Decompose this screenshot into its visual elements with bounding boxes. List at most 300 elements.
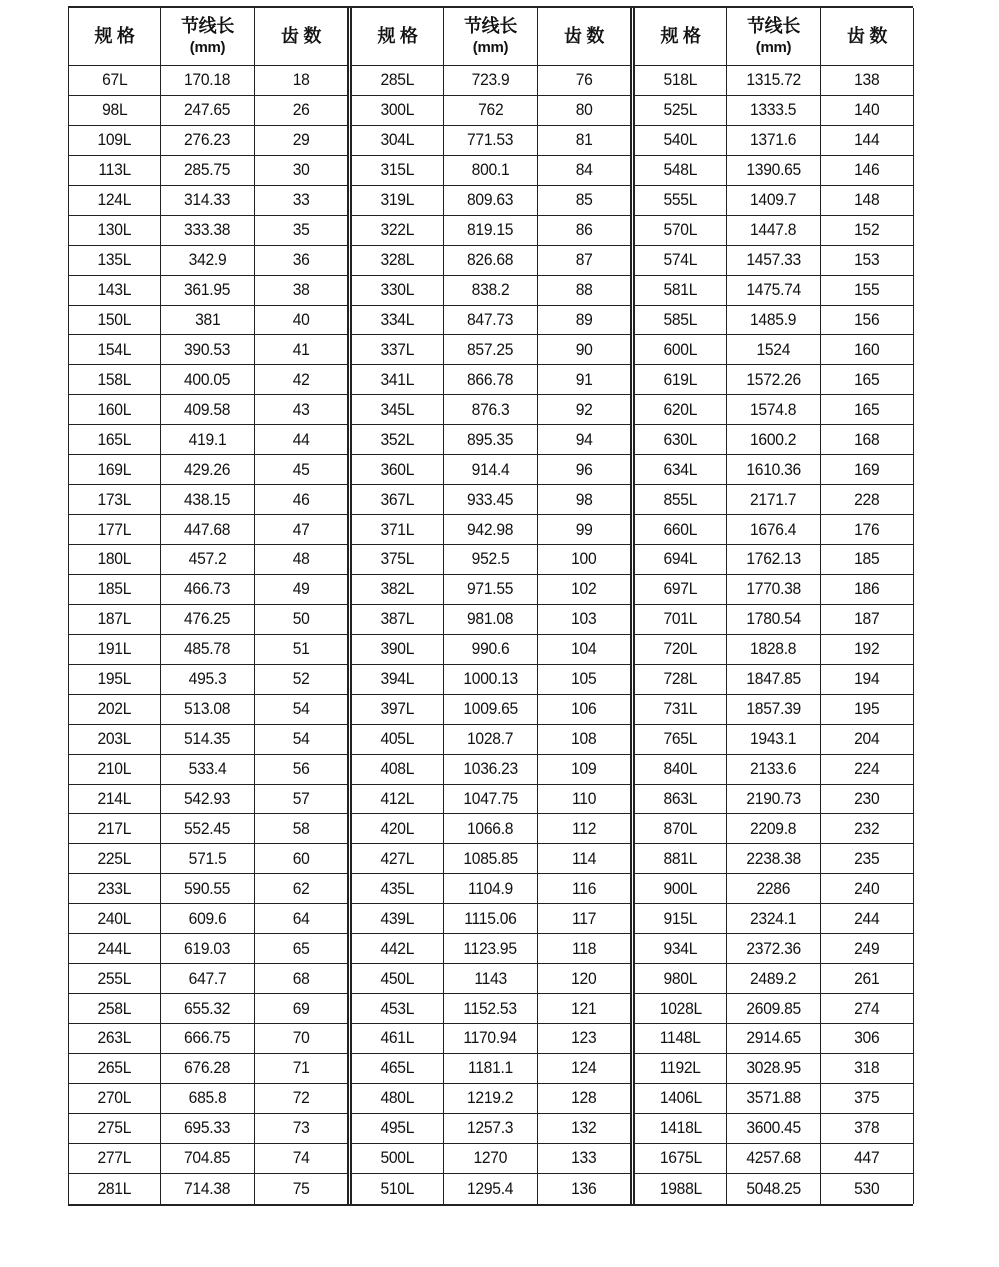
cell-pitch-length-value: 2238.38 (746, 848, 801, 868)
cell-spec-value: 855L (663, 489, 698, 509)
cell-teeth-value: 72 (292, 1088, 310, 1108)
cell-pitch-length (444, 844, 538, 873)
cell-teeth (255, 1174, 347, 1204)
cell-pitch-length (161, 994, 255, 1023)
cell-pitch-length (444, 455, 538, 484)
cell-pitch-length-value: 2209.8 (750, 818, 797, 838)
cell-pitch-length-value: 666.75 (184, 1028, 231, 1048)
cell-spec (635, 785, 727, 814)
cell-teeth (255, 66, 347, 95)
cell-teeth-value: 124 (571, 1058, 597, 1078)
cell-pitch-length (727, 306, 821, 335)
cell-teeth (821, 126, 913, 155)
cell-spec (352, 365, 444, 394)
cell-spec-value: 328L (380, 250, 415, 270)
table-row (635, 365, 913, 395)
header-pitch-length-label: 节线长 (746, 15, 801, 36)
cell-spec-value: 165L (97, 429, 132, 449)
cell-spec-value: 285L (380, 70, 415, 90)
table-row (69, 1024, 347, 1054)
cell-pitch-length-value: 2286 (756, 878, 791, 898)
cell-teeth (821, 1144, 913, 1173)
cell-teeth-value: 530 (854, 1178, 880, 1198)
cell-pitch-length (161, 575, 255, 604)
cell-pitch-length-value: 655.32 (184, 998, 231, 1018)
cell-teeth (255, 635, 347, 664)
cell-pitch-length-value: 2372.36 (746, 938, 801, 958)
cell-spec (352, 725, 444, 754)
cell-spec (69, 216, 161, 245)
cell-spec (635, 665, 727, 694)
table-row (69, 1084, 347, 1114)
cell-teeth (538, 1084, 630, 1113)
cell-spec-value: 620L (663, 399, 698, 419)
table-row (69, 276, 347, 306)
cell-teeth-value: 110 (571, 788, 597, 808)
cell-pitch-length-value: 1780.54 (746, 609, 801, 629)
cell-pitch-length-value: 429.26 (184, 459, 231, 479)
cell-spec-value: 281L (97, 1178, 132, 1198)
cell-spec-value: 352L (380, 429, 415, 449)
cell-spec (69, 276, 161, 305)
cell-pitch-length-value: 826.68 (467, 250, 514, 270)
cell-teeth-value: 318 (854, 1058, 880, 1078)
cell-spec-value: 1192L (660, 1058, 701, 1078)
cell-spec (352, 395, 444, 424)
table-row (635, 216, 913, 246)
cell-spec (635, 755, 727, 784)
table-row (635, 455, 913, 485)
cell-spec-value: 217L (97, 818, 132, 838)
cell-teeth (538, 785, 630, 814)
cell-spec (69, 785, 161, 814)
cell-spec (635, 186, 727, 215)
table-row (635, 395, 913, 425)
table-row (635, 66, 913, 96)
cell-pitch-length (161, 1054, 255, 1083)
cell-pitch-length-value: 419.1 (188, 429, 227, 449)
cell-pitch-length-value: 704.85 (184, 1148, 231, 1168)
cell-spec (352, 186, 444, 215)
cell-spec-value: 412L (380, 788, 415, 808)
cell-teeth-value: 57 (292, 788, 310, 808)
header-row (352, 8, 630, 66)
cell-spec-value: 442L (380, 938, 415, 958)
cell-teeth (821, 964, 913, 993)
cell-pitch-length-value: 1475.74 (746, 280, 801, 300)
table-row (69, 306, 347, 336)
cell-pitch-length (727, 335, 821, 364)
cell-pitch-length (161, 276, 255, 305)
cell-pitch-length-value: 1315.72 (746, 70, 801, 90)
cell-pitch-length-value: 1000.13 (463, 669, 518, 689)
cell-pitch-length-value: 1676.4 (750, 519, 797, 539)
table-row (352, 216, 630, 246)
cell-pitch-length (444, 335, 538, 364)
cell-pitch-length-value: 1181.1 (467, 1058, 514, 1078)
table-row (352, 575, 630, 605)
cell-pitch-length-value: 1610.36 (746, 459, 801, 479)
cell-teeth-value: 86 (575, 220, 593, 240)
cell-teeth-value: 65 (292, 938, 310, 958)
cell-teeth-value: 118 (571, 938, 597, 958)
cell-teeth-value: 62 (292, 878, 310, 898)
cell-spec (635, 425, 727, 454)
cell-teeth (821, 246, 913, 275)
cell-spec-value: 371L (380, 519, 415, 539)
table-row (69, 216, 347, 246)
cell-spec-value: 480L (380, 1088, 415, 1108)
cell-spec (69, 455, 161, 484)
header-row (635, 8, 913, 66)
cell-teeth-value: 43 (292, 399, 310, 419)
cell-spec-value: 600L (663, 339, 698, 359)
cell-teeth (538, 1114, 630, 1143)
cell-pitch-length (727, 725, 821, 754)
cell-teeth (255, 365, 347, 394)
cell-spec (635, 395, 727, 424)
cell-pitch-length-value: 1847.85 (746, 669, 801, 689)
table-row (352, 1054, 630, 1084)
cell-teeth (821, 66, 913, 95)
header-teeth: 齿 数 (280, 26, 322, 46)
cell-teeth-value: 106 (571, 699, 597, 719)
header-pitch-length (161, 8, 255, 65)
cell-spec (69, 1144, 161, 1173)
cell-pitch-length (444, 306, 538, 335)
cell-pitch-length (727, 246, 821, 275)
cell-pitch-length (161, 335, 255, 364)
cell-pitch-length (444, 156, 538, 185)
cell-spec-value: 124L (97, 190, 132, 210)
cell-pitch-length (727, 156, 821, 185)
table-row (352, 126, 630, 156)
cell-spec (352, 934, 444, 963)
cell-teeth-value: 240 (854, 878, 880, 898)
cell-spec-value: 525L (663, 100, 698, 120)
cell-pitch-length (727, 126, 821, 155)
cell-spec (69, 96, 161, 125)
cell-pitch-length-value: 3571.88 (746, 1088, 801, 1108)
table-row (352, 515, 630, 545)
cell-teeth-value: 80 (575, 100, 593, 120)
cell-spec (69, 1174, 161, 1204)
cell-pitch-length-value: 1295.4 (467, 1178, 514, 1198)
table-row (635, 814, 913, 844)
cell-pitch-length (727, 755, 821, 784)
cell-spec-value: 158L (97, 369, 132, 389)
cell-pitch-length (727, 515, 821, 544)
table-row (69, 1144, 347, 1174)
cell-pitch-length (444, 665, 538, 694)
cell-spec-value: 160L (97, 399, 132, 419)
cell-pitch-length (161, 635, 255, 664)
cell-teeth-value: 50 (292, 609, 310, 629)
cell-teeth-value: 144 (854, 130, 880, 150)
cell-spec-value: 439L (380, 908, 415, 928)
cell-spec-value: 195L (97, 669, 132, 689)
table-row (635, 186, 913, 216)
table-row (69, 66, 347, 96)
cell-pitch-length-value: 1333.5 (750, 100, 797, 120)
cell-spec-value: 694L (663, 549, 698, 569)
cell-teeth-value: 146 (854, 160, 880, 180)
cell-pitch-length (161, 874, 255, 903)
cell-teeth (255, 814, 347, 843)
cell-teeth-value: 35 (292, 220, 310, 240)
cell-teeth-value: 224 (854, 759, 880, 779)
cell-pitch-length (161, 665, 255, 694)
cell-teeth (255, 306, 347, 335)
cell-pitch-length (444, 755, 538, 784)
cell-teeth-value: 64 (292, 908, 310, 928)
table-row (69, 575, 347, 605)
cell-teeth-value: 99 (575, 519, 593, 539)
cell-teeth (821, 306, 913, 335)
cell-teeth-value: 47 (292, 519, 310, 539)
cell-teeth (821, 335, 913, 364)
cell-spec (352, 96, 444, 125)
table-block-2 (347, 8, 630, 1204)
cell-teeth (255, 1024, 347, 1053)
table-row (352, 725, 630, 755)
table-row (352, 635, 630, 665)
cell-spec-value: 630L (663, 429, 698, 449)
cell-pitch-length-value: 981.08 (467, 609, 514, 629)
cell-teeth-value: 117 (571, 908, 597, 928)
cell-spec-value: 495L (380, 1118, 415, 1138)
cell-teeth-value: 54 (292, 699, 310, 719)
cell-spec (69, 994, 161, 1023)
cell-spec (635, 545, 727, 574)
cell-teeth (255, 545, 347, 574)
cell-teeth-value: 114 (571, 848, 597, 868)
cell-teeth (538, 246, 630, 275)
cell-pitch-length-value: 676.28 (184, 1058, 231, 1078)
cell-teeth (538, 425, 630, 454)
header-pitch-length-unit: (mm) (189, 38, 226, 56)
cell-teeth-value: 112 (571, 818, 597, 838)
cell-pitch-length-value: 5048.25 (746, 1178, 801, 1198)
cell-teeth-value: 140 (854, 100, 880, 120)
table-row (352, 695, 630, 725)
cell-pitch-length (161, 1084, 255, 1113)
cell-teeth (821, 395, 913, 424)
cell-teeth-value: 30 (292, 160, 310, 180)
cell-teeth-value: 192 (854, 639, 880, 659)
cell-spec (69, 156, 161, 185)
table-row (352, 276, 630, 306)
cell-teeth-value: 75 (292, 1178, 310, 1198)
cell-pitch-length (444, 695, 538, 724)
cell-pitch-length-value: 590.55 (184, 878, 231, 898)
cell-teeth (255, 126, 347, 155)
cell-pitch-length (444, 1024, 538, 1053)
cell-teeth-value: 87 (575, 250, 593, 270)
cell-teeth-value: 71 (292, 1058, 310, 1078)
cell-teeth-value: 306 (854, 1028, 880, 1048)
cell-spec-value: 187L (97, 609, 132, 629)
table-row (69, 725, 347, 755)
cell-teeth-value: 104 (571, 639, 597, 659)
table-row (635, 844, 913, 874)
cell-pitch-length (444, 96, 538, 125)
table-row (69, 695, 347, 725)
table-row (69, 545, 347, 575)
cell-pitch-length (444, 1084, 538, 1113)
cell-spec (352, 545, 444, 574)
cell-teeth (538, 934, 630, 963)
table-row (635, 755, 913, 785)
cell-spec-value: 275L (97, 1118, 132, 1138)
cell-pitch-length-value: 847.73 (467, 309, 514, 329)
cell-spec (69, 904, 161, 933)
cell-spec-value: 341L (380, 369, 415, 389)
cell-teeth (538, 755, 630, 784)
cell-teeth (821, 844, 913, 873)
cell-pitch-length-value: 476.25 (184, 609, 231, 629)
table-row (635, 96, 913, 126)
cell-teeth-value: 249 (854, 938, 880, 958)
cell-pitch-length-value: 685.8 (188, 1088, 227, 1108)
table-row (69, 785, 347, 815)
table-row (635, 994, 913, 1024)
cell-teeth (538, 635, 630, 664)
table-row (69, 1054, 347, 1084)
cell-teeth (821, 695, 913, 724)
cell-teeth (821, 425, 913, 454)
cell-teeth (255, 785, 347, 814)
cell-spec (635, 126, 727, 155)
cell-pitch-length (161, 1114, 255, 1143)
table-row (352, 306, 630, 336)
cell-spec-value: 150L (97, 309, 132, 329)
cell-pitch-length (161, 515, 255, 544)
cell-pitch-length-value: 1485.9 (750, 309, 797, 329)
cell-spec (635, 485, 727, 514)
cell-spec (352, 874, 444, 903)
cell-spec (635, 1114, 727, 1143)
cell-teeth (538, 276, 630, 305)
cell-spec (352, 695, 444, 724)
cell-teeth (821, 1174, 913, 1204)
cell-pitch-length-value: 447.68 (184, 519, 231, 539)
table-row (635, 1144, 913, 1174)
cell-spec (69, 1084, 161, 1113)
cell-spec-value: 731L (663, 699, 698, 719)
cell-spec (69, 844, 161, 873)
cell-teeth-value: 48 (292, 549, 310, 569)
cell-teeth-value: 153 (854, 250, 880, 270)
header-spec: 规 格 (352, 8, 444, 65)
cell-pitch-length (444, 515, 538, 544)
table-row (352, 755, 630, 785)
cell-teeth-value: 232 (854, 818, 880, 838)
cell-spec (352, 635, 444, 664)
cell-teeth (538, 814, 630, 843)
cell-spec-value: 233L (97, 878, 132, 898)
cell-pitch-length-value: 647.7 (188, 968, 227, 988)
cell-pitch-length (161, 844, 255, 873)
cell-pitch-length (444, 246, 538, 275)
table-row (352, 934, 630, 964)
cell-teeth-value: 45 (292, 459, 310, 479)
table-row (635, 785, 913, 815)
cell-pitch-length-value: 1409.7 (750, 190, 797, 210)
table-row (69, 605, 347, 635)
cell-pitch-length-value: 438.15 (184, 489, 231, 509)
cell-spec-value: 728L (663, 669, 698, 689)
cell-spec-value: 570L (663, 220, 698, 240)
cell-pitch-length (161, 425, 255, 454)
cell-spec (352, 126, 444, 155)
cell-pitch-length-value: 800.1 (471, 160, 510, 180)
cell-teeth-value: 165 (854, 369, 880, 389)
cell-pitch-length-value: 542.93 (184, 788, 231, 808)
cell-teeth (821, 515, 913, 544)
cell-spec-value: 109L (97, 130, 132, 150)
cell-teeth (255, 1054, 347, 1083)
cell-spec (69, 874, 161, 903)
cell-spec (635, 96, 727, 125)
cell-teeth (538, 1144, 630, 1173)
cell-spec (635, 66, 727, 95)
cell-teeth (821, 874, 913, 903)
cell-teeth (255, 186, 347, 215)
cell-spec (352, 755, 444, 784)
table-row (635, 575, 913, 605)
cell-teeth (255, 1084, 347, 1113)
cell-teeth (255, 904, 347, 933)
cell-spec (635, 1054, 727, 1083)
cell-spec (352, 1114, 444, 1143)
cell-teeth (821, 276, 913, 305)
cell-spec-value: 900L (663, 878, 698, 898)
cell-teeth (255, 1114, 347, 1143)
cell-spec (69, 665, 161, 694)
cell-spec-value: 1148L (660, 1028, 701, 1048)
cell-spec (635, 156, 727, 185)
cell-spec (352, 814, 444, 843)
cell-spec-value: 585L (663, 309, 698, 329)
cell-spec-value: 720L (663, 639, 698, 659)
cell-pitch-length (727, 96, 821, 125)
cell-teeth-value: 102 (571, 579, 597, 599)
table-row (635, 1084, 913, 1114)
cell-teeth (821, 785, 913, 814)
cell-pitch-length-value: 1390.65 (746, 160, 801, 180)
cell-pitch-length-value: 400.05 (184, 369, 231, 389)
cell-teeth-value: 81 (575, 130, 593, 150)
cell-teeth-value: 168 (854, 429, 880, 449)
cell-teeth (538, 725, 630, 754)
cell-pitch-length (727, 904, 821, 933)
cell-pitch-length-value: 314.33 (184, 190, 231, 210)
table-row (352, 904, 630, 934)
cell-teeth (538, 365, 630, 394)
table-row (69, 904, 347, 934)
cell-spec (352, 306, 444, 335)
cell-teeth-value: 56 (292, 759, 310, 779)
cell-pitch-length (727, 994, 821, 1023)
cell-spec (352, 964, 444, 993)
cell-pitch-length (161, 695, 255, 724)
cell-teeth-value: 44 (292, 429, 310, 449)
cell-pitch-length-value: 914.4 (471, 459, 510, 479)
cell-spec-value: 980L (663, 968, 698, 988)
header-teeth: 齿 数 (846, 26, 888, 46)
cell-teeth (538, 306, 630, 335)
